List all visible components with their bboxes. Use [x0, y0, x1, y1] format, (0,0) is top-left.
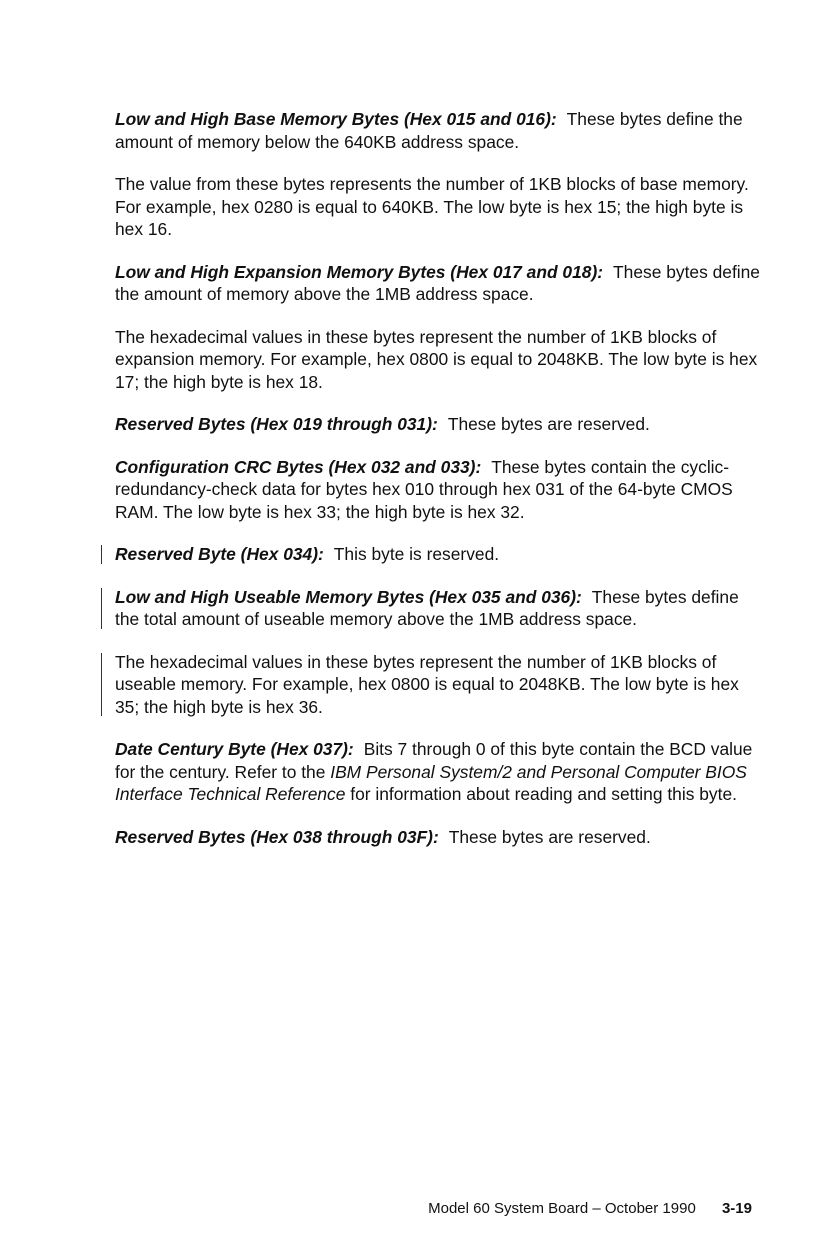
paragraph-text: These bytes define the amount of memory below the 640KB address space. [115, 109, 743, 152]
paragraph-heading: Configuration CRC Bytes (Hex 032 and 033): [115, 456, 482, 477]
paragraph-base-memory-detail [115, 173, 765, 241]
paragraph-heading: Date Century Byte (Hex 037): [115, 739, 354, 759]
paragraph-heading: Reserved Bytes (Hex 019 through 031): [115, 414, 438, 434]
paragraph-heading: Reserved Bytes (Hex 038 through 03F): [115, 826, 439, 847]
page-number: 3-19 [721, 1200, 752, 1217]
footer-date: October 1990 [604, 1200, 696, 1217]
paragraph-text: for information about reading and setting this byte. [350, 784, 737, 804]
paragraph-reserved-034 [115, 543, 765, 566]
paragraph-reserved-019-031 [115, 413, 765, 436]
paragraph-text: The hexadecimal values in these bytes represent the number of 1KB blocks of useable memory. For example, hex 0800 is equal to 2048KB. The low byte is hex 35; the high byte is hex 36. [115, 651, 739, 717]
paragraph-heading: Low and High Expansion Memory Bytes (Hex 017 and 018): [115, 261, 604, 282]
paragraph-text: These bytes define the total amount of useable memory above the 1MB address space. [115, 586, 739, 629]
paragraph-text: The value from these bytes represents the number of 1KB blocks of base memory. For example, hex 0280 is equal to 640KB. The low byte is hex 15; the high byte is hex 16. [115, 174, 749, 239]
footer-separator: – [592, 1200, 601, 1217]
paragraph-useable-memory [115, 586, 765, 631]
paragraph-text: These bytes are reserved. [448, 826, 651, 847]
revision-bar [101, 545, 102, 564]
paragraph-date-century [115, 738, 765, 806]
paragraph-expansion-memory [115, 261, 765, 306]
paragraph-text: Bits 7 through 0 of this byte contain the BCD value for the century. Refer to the [115, 739, 753, 782]
paragraph-text: These bytes define the amount of memory above the 1MB address space. [115, 261, 760, 304]
paragraph-useable-memory-detail [115, 651, 765, 719]
footer-title: Model 60 System Board [428, 1200, 589, 1217]
revision-bar [101, 588, 102, 629]
revision-bar [101, 653, 102, 717]
page-footer [428, 1199, 752, 1219]
paragraph-text: The hexadecimal values in these bytes represent the number of 1KB blocks of expansion memory. For example, hex 0800 is equal to 2048KB. The low byte is hex 17; the high byte is hex 18. [115, 326, 758, 392]
paragraph-reserved-038-03f [115, 826, 765, 849]
paragraph-heading: Low and High Base Memory Bytes (Hex 015 and 016): [115, 109, 557, 129]
paragraph-heading: Low and High Useable Memory Bytes (Hex 035 and 036): [115, 586, 582, 607]
paragraph-configuration-crc [115, 456, 765, 524]
paragraph-heading: Reserved Byte (Hex 034): [115, 544, 324, 564]
paragraph-text: These bytes are reserved. [447, 414, 650, 434]
paragraph-base-memory [115, 108, 765, 153]
reference-title: IBM Personal System/2 and Personal Computer BIOS Interface Technical Reference [115, 761, 747, 804]
document-body [115, 108, 765, 868]
paragraph-expansion-memory-detail [115, 326, 765, 394]
paragraph-text: This byte is reserved. [333, 544, 500, 564]
paragraph-text: These bytes contain the cyclic-redundancy-check data for bytes hex 010 through hex 031 of the 64-byte CMOS RAM. The low byte is hex 33; the high byte is hex 32. [115, 456, 733, 522]
